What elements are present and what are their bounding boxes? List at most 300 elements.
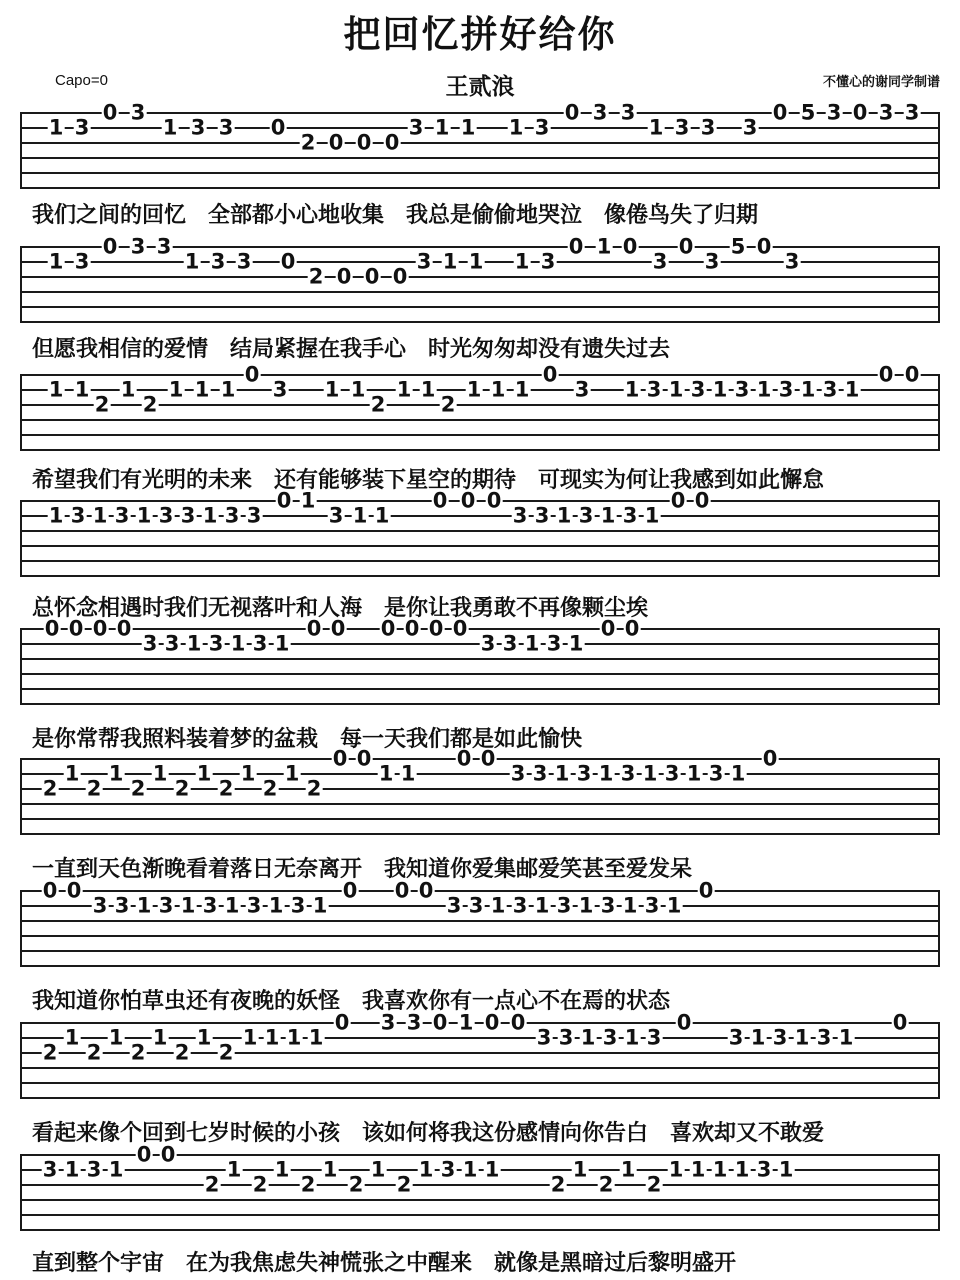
tab-note: 3	[622, 503, 638, 528]
tab-note: 1	[490, 377, 506, 402]
tab-note: 0	[670, 488, 686, 513]
string-line-6	[20, 703, 940, 705]
string-line-6	[20, 187, 940, 189]
tab-system	[20, 362, 940, 444]
tab-note: 3	[534, 115, 550, 140]
string-line-4	[20, 291, 940, 293]
tab-note: 1	[484, 1157, 500, 1182]
tab-note: 1	[800, 377, 816, 402]
tab-note: 3	[644, 893, 660, 918]
tab-note: 3	[42, 1157, 58, 1182]
tab-note: 3	[512, 893, 528, 918]
tab-note: 0	[68, 616, 84, 641]
tab-note: 1	[196, 1025, 212, 1050]
tab-note: 3	[512, 503, 528, 528]
tab-note: 0	[116, 616, 132, 641]
string-line-5	[20, 560, 940, 562]
tab-note: 0	[66, 878, 82, 903]
tab-note: 0	[676, 1010, 692, 1035]
tab-note: 0	[342, 878, 358, 903]
tab-note: 1	[374, 503, 390, 528]
tab-note: 1	[396, 377, 412, 402]
string-line-5	[20, 1214, 940, 1216]
tab-note: 3	[592, 100, 608, 125]
lyric-line: 希望我们有光明的未来 还有能够装下星空的期待 可现实为何让我感到如此懈怠	[32, 468, 825, 493]
tab-note: 1	[554, 761, 570, 786]
barline-end	[938, 758, 940, 835]
tab-note: 1	[64, 1025, 80, 1050]
tab-note: 1	[686, 761, 702, 786]
tab-note: 3	[578, 503, 594, 528]
tab-note: 0	[486, 488, 502, 513]
tab-note: 5	[730, 234, 746, 259]
string-line-4	[20, 419, 940, 421]
string-line-1	[20, 890, 940, 892]
tab-note: 3	[510, 761, 526, 786]
tab-note: 3	[742, 115, 758, 140]
tab-note: 2	[174, 1040, 190, 1065]
tab-note: 0	[622, 234, 638, 259]
barline-start	[20, 890, 22, 967]
tab-note: 0	[42, 878, 58, 903]
tab-note: 1	[534, 893, 550, 918]
tab-note: 2	[252, 1172, 268, 1197]
tab-note: 1	[242, 1025, 258, 1050]
tab-note: 2	[262, 776, 278, 801]
tab-note: 3	[252, 631, 268, 656]
tab-note: 1	[730, 761, 746, 786]
tab-note: 1	[286, 1025, 302, 1050]
tab-note: 1	[556, 503, 572, 528]
tab-note: 1	[274, 631, 290, 656]
tab-note: 0	[428, 616, 444, 641]
tab-note: 3	[620, 100, 636, 125]
barline-start	[20, 500, 22, 577]
string-line-6	[20, 1097, 940, 1099]
tab-note: 1	[620, 1157, 636, 1182]
string-line-4	[20, 157, 940, 159]
tab-note: 2	[130, 1040, 146, 1065]
lyric-line: 直到整个宇宙 在为我焦虑失神慌张之中醒来 就像是黑暗过后黎明盛开	[32, 1251, 737, 1276]
tab-note: 0	[392, 264, 408, 289]
tab-note: 0	[384, 130, 400, 155]
tab-note: 1	[838, 1025, 854, 1050]
tab-note: 1	[64, 761, 80, 786]
tab-note: 0	[484, 1010, 500, 1035]
tab-note: 1	[152, 761, 168, 786]
composer-label: 王贰浪	[445, 74, 515, 100]
string-line-1	[20, 628, 940, 630]
tab-note: 0	[624, 616, 640, 641]
tab-note: 3	[74, 115, 90, 140]
tab-note: 3	[406, 1010, 422, 1035]
tab-note: 1	[350, 377, 366, 402]
tab-note: 0	[102, 100, 118, 125]
string-line-1	[20, 1022, 940, 1024]
tab-note: 1	[434, 115, 450, 140]
tab-note: 3	[784, 249, 800, 274]
tab-note: 3	[70, 503, 86, 528]
string-line-6	[20, 965, 940, 967]
tab-note: 1	[690, 1157, 706, 1182]
tab-note: 0	[306, 616, 322, 641]
tab-note: 1	[186, 631, 202, 656]
tab-system	[20, 234, 940, 316]
tab-note: 3	[600, 893, 616, 918]
tab-note: 0	[418, 878, 434, 903]
string-line-5	[20, 306, 940, 308]
tab-note: 3	[246, 503, 262, 528]
tab-note: 3	[502, 631, 518, 656]
tab-note: 0	[756, 234, 772, 259]
tab-note: 1	[666, 893, 682, 918]
tab-system	[20, 878, 940, 960]
tab-note: 1	[568, 631, 584, 656]
tab-note: 2	[42, 776, 58, 801]
tab-note: 3	[74, 249, 90, 274]
tab-note: 3	[756, 1157, 772, 1182]
tab-note: 1	[514, 377, 530, 402]
tab-note: 0	[878, 362, 894, 387]
tab-note: 3	[164, 631, 180, 656]
tab-note: 0	[334, 1010, 350, 1035]
barline-start	[20, 112, 22, 189]
tab-note: 3	[772, 1025, 788, 1050]
string-line-2	[20, 1169, 940, 1171]
tab-note: 1	[734, 1157, 750, 1182]
tab-note: 3	[646, 1025, 662, 1050]
string-line-6	[20, 833, 940, 835]
tab-note: 0	[270, 115, 286, 140]
tab-note: 1	[274, 1157, 290, 1182]
tab-note: 0	[356, 746, 372, 771]
tab-note: 0	[394, 878, 410, 903]
tab-note: 3	[546, 631, 562, 656]
tab-note: 3	[816, 1025, 832, 1050]
tab-note: 2	[370, 392, 386, 417]
tab-note: 3	[218, 115, 234, 140]
tab-note: 3	[190, 115, 206, 140]
tab-note: 3	[130, 234, 146, 259]
string-line-5	[20, 1082, 940, 1084]
tab-system	[20, 1142, 940, 1224]
tab-note: 1	[74, 377, 90, 402]
tab-note: 3	[158, 503, 174, 528]
tab-note: 1	[220, 377, 236, 402]
string-line-5	[20, 950, 940, 952]
string-line-3	[20, 1052, 940, 1054]
string-line-2	[20, 127, 940, 129]
tab-note: 3	[540, 249, 556, 274]
tab-note: 1	[712, 377, 728, 402]
tab-note: 1	[750, 1025, 766, 1050]
tab-note: 0	[452, 616, 468, 641]
tab-note: 3	[574, 377, 590, 402]
string-line-4	[20, 545, 940, 547]
tab-note: 3	[878, 100, 894, 125]
tab-note: 0	[678, 234, 694, 259]
tab-note: 0	[356, 130, 372, 155]
tab-note: 1	[462, 1157, 478, 1182]
string-line-4	[20, 673, 940, 675]
tab-note: 0	[160, 1142, 176, 1167]
tab-note: 1	[240, 761, 256, 786]
tab-note: 0	[280, 249, 296, 274]
tab-note: 1	[120, 377, 136, 402]
tab-note: 0	[136, 1142, 152, 1167]
string-line-3	[20, 1184, 940, 1186]
tab-note: 1	[324, 377, 340, 402]
lyric-line: 我知道你怕草虫还有夜晚的妖怪 我喜欢你有一点心不在焉的状态	[32, 989, 671, 1014]
tab-note: 1	[712, 1157, 728, 1182]
tab-note: 2	[598, 1172, 614, 1197]
tab-note: 1	[108, 1025, 124, 1050]
tab-note: 2	[308, 264, 324, 289]
tab-note: 1	[524, 631, 540, 656]
tab-note: 0	[328, 130, 344, 155]
tab-note: 3	[446, 893, 462, 918]
tab-note: 3	[778, 377, 794, 402]
string-line-4	[20, 1067, 940, 1069]
tab-note: 1	[48, 503, 64, 528]
tab-note: 3	[822, 377, 838, 402]
tab-system	[20, 1010, 940, 1092]
tab-note: 0	[852, 100, 868, 125]
tab-note: 2	[94, 392, 110, 417]
tab-note: 3	[708, 761, 724, 786]
tab-note: 0	[564, 100, 580, 125]
barline-start	[20, 374, 22, 451]
tab-note: 3	[690, 377, 706, 402]
tab-note: 2	[300, 130, 316, 155]
tab-note: 3	[576, 761, 592, 786]
tab-note: 2	[218, 776, 234, 801]
tab-note: 3	[180, 503, 196, 528]
tab-note: 2	[440, 392, 456, 417]
lyric-line: 我们之间的回忆 全部都小心地收集 我总是偷偷地哭泣 像倦鸟失了归期	[32, 203, 759, 228]
tab-note: 0	[510, 1010, 526, 1035]
string-line-3	[20, 920, 940, 922]
tab-note: 1	[420, 377, 436, 402]
tab-note: 3	[114, 503, 130, 528]
barline-end	[938, 246, 940, 323]
tab-note: 3	[210, 249, 226, 274]
tab-note: 3	[246, 893, 262, 918]
tab-note: 3	[728, 1025, 744, 1050]
barline-start	[20, 628, 22, 705]
string-line-3	[20, 276, 940, 278]
tab-note: 1	[48, 249, 64, 274]
string-line-1	[20, 500, 940, 502]
tab-note: 0	[276, 488, 292, 513]
tab-note: 1	[322, 1157, 338, 1182]
tab-note: 0	[698, 878, 714, 903]
tab-system	[20, 616, 940, 698]
barline-end	[938, 1022, 940, 1099]
tab-note: 1	[136, 893, 152, 918]
tab-note: 1	[418, 1157, 434, 1182]
tab-note: 0	[568, 234, 584, 259]
tab-note: 0	[460, 488, 476, 513]
tab-note: 1	[202, 503, 218, 528]
tab-note: 0	[244, 362, 260, 387]
tab-note: 1	[794, 1025, 810, 1050]
tab-note: 0	[542, 362, 558, 387]
tab-note: 3	[92, 893, 108, 918]
tab-note: 1	[352, 503, 368, 528]
tab-note: 3	[156, 234, 172, 259]
tab-note: 1	[844, 377, 860, 402]
tab-note: 2	[86, 776, 102, 801]
lyric-line: 看起来像个回到七岁时候的小孩 该如何将我这份感情向你告白 喜欢却又不敢爱	[32, 1121, 825, 1146]
tab-note: 1	[508, 115, 524, 140]
tab-note: 0	[92, 616, 108, 641]
tab-note: 3	[202, 893, 218, 918]
lyric-line: 但愿我相信的爱情 结局紧握在我手心 时光匆匆却没有遗失过去	[32, 337, 671, 362]
string-line-4	[20, 935, 940, 937]
tab-note: 3	[208, 631, 224, 656]
tab-note: 1	[624, 377, 640, 402]
tab-note: 3	[826, 100, 842, 125]
tab-note: 2	[396, 1172, 412, 1197]
tab-note: 1	[196, 761, 212, 786]
string-line-3	[20, 658, 940, 660]
tab-note: 0	[332, 746, 348, 771]
tab-note: 1	[596, 234, 612, 259]
tab-note: 1	[194, 377, 210, 402]
string-line-1	[20, 374, 940, 376]
tab-note: 1	[600, 503, 616, 528]
barline-start	[20, 758, 22, 835]
tab-note: 1	[378, 761, 394, 786]
tab-note: 2	[174, 776, 190, 801]
tab-note: 3	[380, 1010, 396, 1035]
string-line-5	[20, 818, 940, 820]
tab-note: 3	[652, 249, 668, 274]
tab-note: 0	[330, 616, 346, 641]
capo-label: Capo=0	[55, 72, 108, 89]
tab-note: 0	[44, 616, 60, 641]
tab-note: 5	[800, 100, 816, 125]
tab-note: 1	[162, 115, 178, 140]
tab-note: 3	[440, 1157, 456, 1182]
tab-note: 2	[218, 1040, 234, 1065]
tab-note: 1	[308, 1025, 324, 1050]
string-line-3	[20, 788, 940, 790]
tab-note: 3	[734, 377, 750, 402]
tab-note: 0	[364, 264, 380, 289]
tab-note: 1	[48, 115, 64, 140]
tab-note: 1	[598, 761, 614, 786]
tab-note: 1	[622, 893, 638, 918]
tab-note: 3	[114, 893, 130, 918]
tab-note: 2	[306, 776, 322, 801]
tab-note: 1	[572, 1157, 588, 1182]
lyric-line: 总怀念相遇时我们无视落叶和人海 是你让我勇敢不再像颗尘埃	[32, 596, 649, 621]
tab-note: 3	[130, 100, 146, 125]
tab-note: 3	[272, 377, 288, 402]
tab-note: 1	[400, 761, 416, 786]
tab-note: 1	[184, 249, 200, 274]
tab-note: 1	[226, 1157, 242, 1182]
transcriber-credit: 不懂心的谢同学制谱	[822, 75, 940, 90]
tab-note: 2	[646, 1172, 662, 1197]
tab-note: 1	[468, 249, 484, 274]
string-line-3	[20, 530, 940, 532]
tab-note: 1	[668, 377, 684, 402]
tab-note: 0	[102, 234, 118, 259]
tab-note: 0	[892, 1010, 908, 1035]
string-line-6	[20, 1229, 940, 1231]
barline-end	[938, 1154, 940, 1231]
tab-note: 3	[704, 249, 720, 274]
tab-note: 2	[42, 1040, 58, 1065]
tab-system	[20, 100, 940, 182]
tab-note: 0	[480, 746, 496, 771]
tab-note: 1	[284, 761, 300, 786]
tab-note: 1	[778, 1157, 794, 1182]
tab-note: 1	[514, 249, 530, 274]
barline-end	[938, 112, 940, 189]
tab-note: 1	[580, 1025, 596, 1050]
tab-note: 2	[550, 1172, 566, 1197]
tab-note: 1	[152, 1025, 168, 1050]
tab-note: 1	[224, 893, 240, 918]
tab-note: 1	[108, 761, 124, 786]
page-title: 把回忆拼好给你	[343, 13, 617, 56]
barline-start	[20, 1154, 22, 1231]
tab-note: 0	[432, 1010, 448, 1035]
tab-note: 2	[204, 1172, 220, 1197]
tab-note: 1	[108, 1157, 124, 1182]
tab-note: 2	[348, 1172, 364, 1197]
tab-note: 1	[466, 377, 482, 402]
tab-note: 3	[416, 249, 432, 274]
tab-note: 1	[648, 115, 664, 140]
tab-note: 3	[556, 893, 572, 918]
string-line-6	[20, 321, 940, 323]
tab-note: 1	[300, 488, 316, 513]
tab-note: 1	[264, 1025, 280, 1050]
tab-note: 1	[668, 1157, 684, 1182]
tab-note: 3	[480, 631, 496, 656]
tab-note: 3	[158, 893, 174, 918]
tab-note: 3	[534, 503, 550, 528]
barline-start	[20, 1022, 22, 1099]
tab-note: 0	[432, 488, 448, 513]
tab-note: 3	[328, 503, 344, 528]
tab-note: 0	[600, 616, 616, 641]
tab-note: 1	[644, 503, 660, 528]
tab-note: 3	[408, 115, 424, 140]
tab-note: 3	[674, 115, 690, 140]
tab-note: 3	[468, 893, 484, 918]
tab-note: 3	[86, 1157, 102, 1182]
tab-note: 3	[620, 761, 636, 786]
tab-note: 3	[904, 100, 920, 125]
lyric-line: 一直到天色渐晚看着落日无奈离开 我知道你爱集邮爱笑甚至爱发呆	[32, 857, 693, 882]
tab-note: 1	[624, 1025, 640, 1050]
tab-system	[20, 488, 940, 570]
tab-note: 2	[142, 392, 158, 417]
tab-note: 1	[64, 1157, 80, 1182]
string-line-5	[20, 688, 940, 690]
tab-note: 1	[136, 503, 152, 528]
tab-note: 1	[92, 503, 108, 528]
tab-note: 0	[904, 362, 920, 387]
tab-note: 2	[130, 776, 146, 801]
tab-note: 1	[442, 249, 458, 274]
